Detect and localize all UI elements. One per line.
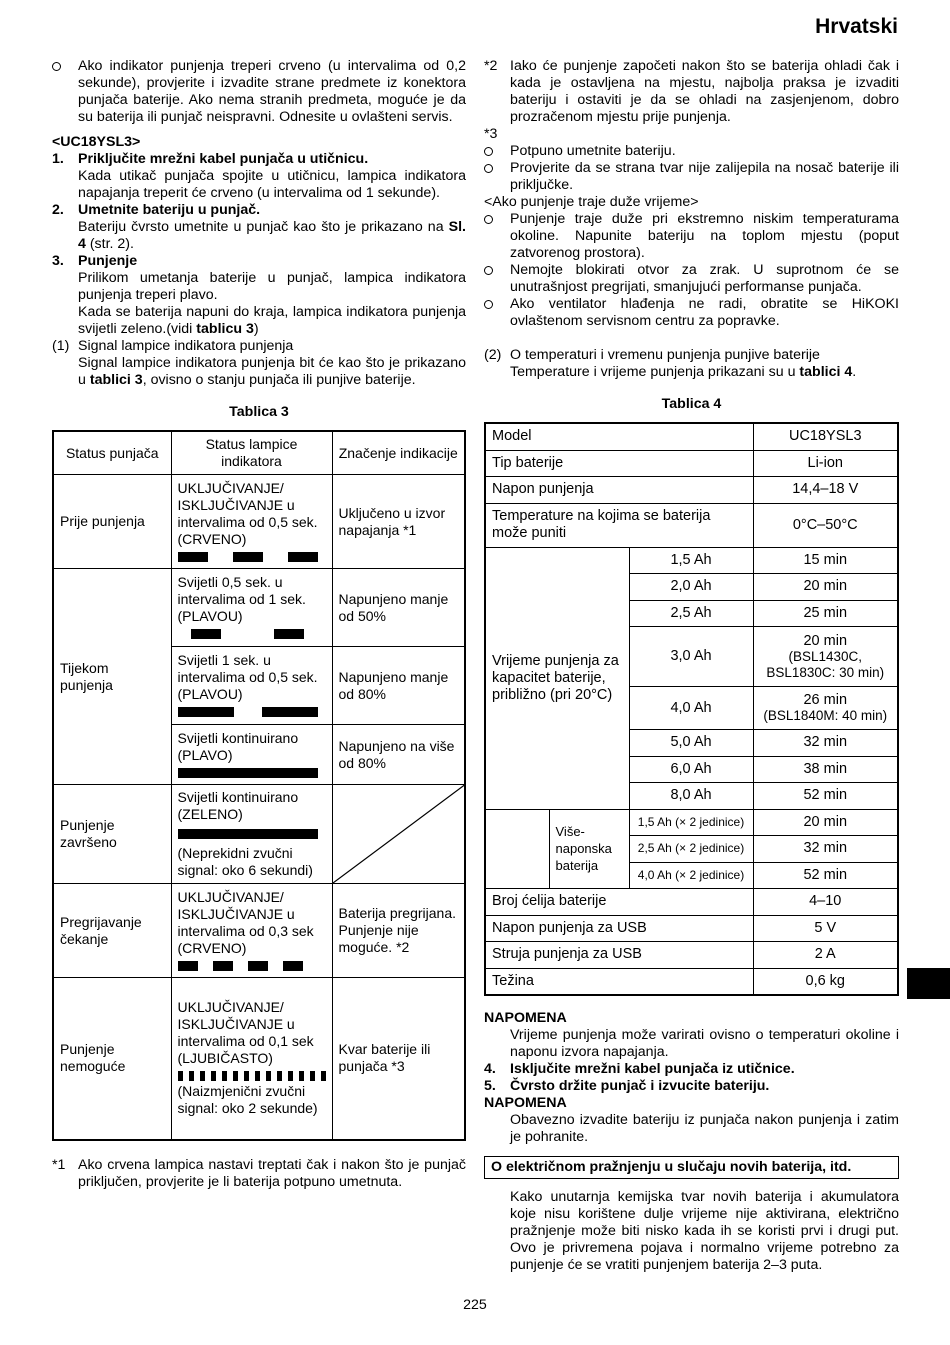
footnote3-bullet: Potpuno umetnite bateriju. bbox=[484, 143, 899, 160]
footnote1: *1 Ako crvena lampica nastavi treptati čak i nakon što je punjač priključen, provjerite je li baterija potpuno umetnuta. bbox=[52, 1156, 466, 1190]
time-cell: 26 min (BSL1840M: 40 min) bbox=[753, 687, 898, 730]
table3-header: Status punjača bbox=[53, 431, 171, 475]
blink-pattern-blue-solid bbox=[178, 768, 326, 778]
status-complete: Punjenje završeno bbox=[53, 785, 171, 884]
sub1-text: Signal lampice indikatora punjenja bit će kao što je prikazano u tablici 3, ovisno o stanju punjača ili punjive baterije. bbox=[78, 355, 466, 388]
lamp-during-3: Svijetli kontinuirano (PLAVO) bbox=[171, 725, 332, 785]
footnote2: *2 Iako će punjenje započeti nakon što se baterija ohladi čak i kada je ostavljena na mjestu, najbolja praksa je izvaditi bateriju i ostaviti je da se ohladi na zasjenjenom, dobro prozračenom mjestu prije punjenja. bbox=[484, 58, 899, 125]
blink-pattern-purple bbox=[178, 1071, 326, 1081]
multi-time-cell: 52 min bbox=[753, 862, 898, 889]
footnote3-label: *3 bbox=[484, 126, 498, 142]
charging-time-label: Vrijeme punjenja za kapacitet baterije, približno (pri 20°C) bbox=[485, 547, 629, 809]
table4 bbox=[484, 422, 899, 996]
lamp-standby: UKLJUČIVANJE/ ISKLJUČIVANJE u intervalima od 0,3 sek (CRVENO) bbox=[171, 884, 332, 978]
meaning-complete-empty bbox=[332, 785, 465, 884]
sub2-text: Temperature i vrijeme punjenja prikazani su u tablici 4. bbox=[510, 364, 857, 380]
bullet-circle-icon bbox=[52, 62, 61, 71]
bullet-circle-icon bbox=[484, 215, 493, 224]
lamp-before: UKLJUČIVANJE/ ISKLJUČIVANJE u intervalima od 0,5 sek. (CRVENO) bbox=[171, 475, 332, 569]
capacity-cell: 3,0 Ah bbox=[629, 627, 753, 687]
step2-text: Bateriju čvrsto umetnite u punjač kao što je prikazano na Sl. 4 (str. 2). bbox=[78, 219, 466, 252]
status-impossible: Punjenje nemoguće bbox=[53, 978, 171, 1140]
capacity-cell: 2,5 Ah bbox=[629, 600, 753, 627]
note2-text: Obavezno izvadite bateriju iz punjača nakon punjenja i zatim je pohranite. bbox=[510, 1112, 899, 1145]
time-cell: 15 min bbox=[753, 547, 898, 574]
discharge-section-text: Kako unutarnja kemijska tvar novih baterija i akumulatora koje nisu korištene dulje vrijeme nije aktivirana, električno pražnjenje može biti nisko kada ih se koristi prvi i drugi put. Ovo je privremena pojava i normalno vrijeme potrebno za punjenje će se vratiti punjenjem baterija 2–3 puta. bbox=[510, 1189, 899, 1273]
step5-title: 5. Čvrsto držite punjač i izvucite bateriju. bbox=[484, 1078, 770, 1094]
multi-capacity-cell: 2,5 Ah (× 2 jedinice) bbox=[629, 836, 753, 863]
table3-header: Status lampice indikatora bbox=[171, 431, 332, 475]
section-tab-marker bbox=[907, 968, 950, 999]
long-charging-heading: <Ako punjenje traje duže vrijeme> bbox=[484, 194, 699, 210]
capacity-cell: 6,0 Ah bbox=[629, 756, 753, 783]
charging-voltage-value: 14,4–18 V bbox=[753, 477, 898, 504]
status-during: Tijekom punjenja bbox=[53, 569, 171, 785]
note2-heading: NAPOMENA bbox=[484, 1095, 567, 1111]
multi-capacity-cell: 1,5 Ah (× 2 jedinice) bbox=[629, 809, 753, 836]
capacity-cell: 4,0 Ah bbox=[629, 687, 753, 730]
blink-pattern-blue-50 bbox=[178, 629, 326, 639]
cells-value: 4–10 bbox=[753, 889, 898, 916]
table3 bbox=[52, 430, 466, 1141]
meaning-before: Uključeno u izvor napajanja *1 bbox=[332, 475, 465, 569]
capacity-cell: 5,0 Ah bbox=[629, 730, 753, 757]
bullet-circle-icon bbox=[484, 147, 493, 156]
step1-text: Kada utikač punjača spojite u utičnicu, lampica indikatora napajanja treperit će crveno (u intervalima od 1 sekunde). bbox=[78, 168, 466, 201]
temperature-label: Temperature na kojima se baterija može puniti bbox=[485, 503, 753, 547]
model-heading: <UC18YSL3> bbox=[52, 134, 141, 150]
sub2-title: (2) O temperaturi i vremenu punjenja punjive baterije bbox=[484, 347, 820, 363]
step3-title: 3. Punjenje bbox=[52, 253, 138, 269]
time-cell: 25 min bbox=[753, 600, 898, 627]
lamp-impossible: UKLJUČIVANJE/ ISKLJUČIVANJE u intervalima od 0,1 sek (LJUBIČASTO) (Naizmjenični zvučni signal: oko 2 sekunde) bbox=[171, 978, 332, 1140]
multi-capacity-cell: 4,0 Ah (× 2 jedinice) bbox=[629, 862, 753, 889]
status-before: Prije punjenja bbox=[53, 475, 171, 569]
long-charging-bullet: Punjenje traje duže pri ekstremno niskim temperaturama okoline. Napunite bateriju na toplom mjestu (poput zatvorenog prostora). bbox=[484, 211, 899, 262]
model-value: UC18YSL3 bbox=[753, 423, 898, 450]
time-cell: 20 min bbox=[753, 574, 898, 601]
time-cell: 38 min bbox=[753, 756, 898, 783]
step1-title: 1. Priključite mrežni kabel punjača u utičnicu. bbox=[52, 151, 369, 167]
lamp-complete: Svijetli kontinuirano (ZELENO) (Neprekidni zvučni signal: oko 6 sekundi) bbox=[171, 785, 332, 884]
usb-current-label: Struja punjenja za USB bbox=[485, 942, 753, 969]
discharge-section-heading: O električnom pražnjenju u slučaju novih baterija, itd. bbox=[484, 1156, 899, 1179]
time-cell: 20 min (BSL1430C, BSL1830C: 30 min) bbox=[753, 627, 898, 687]
usb-voltage-label: Napon punjenja za USB bbox=[485, 915, 753, 942]
multi-time-cell: 32 min bbox=[753, 836, 898, 863]
step3-text1: Prilikom umetanja baterije u punjač, lampica indikatora punjenja treperi plavo. bbox=[78, 270, 466, 303]
blink-pattern-red-fast bbox=[178, 961, 326, 971]
bullet-circle-icon bbox=[484, 300, 493, 309]
lamp-during-2: Svijetli 1 sek. u intervalima od 0,5 sek. (PLAVOU) bbox=[171, 647, 332, 725]
cells-label: Broj ćelija baterije bbox=[485, 889, 753, 916]
long-charging-bullet: Nemojte blokirati otvor za zrak. U suprotnom će se unutrašnjost pregrijati, smanjujući performanse punjača. bbox=[484, 262, 899, 296]
capacity-cell: 2,0 Ah bbox=[629, 574, 753, 601]
step3-text2: Kada se baterija napuni do kraja, lampica indikatora punjenja svijetli zeleno.(vidi tablicu 3) bbox=[78, 304, 466, 337]
weight-label: Težina bbox=[485, 968, 753, 995]
right-column bbox=[484, 58, 899, 1274]
table3-header: Značenje indikacije bbox=[332, 431, 465, 475]
charging-voltage-label: Napon punjenja bbox=[485, 477, 753, 504]
battery-type-label: Tip baterije bbox=[485, 450, 753, 477]
blink-pattern-blue-80 bbox=[178, 707, 326, 717]
time-cell: 52 min bbox=[753, 783, 898, 810]
page-number: 225 bbox=[463, 1297, 487, 1313]
diagonal-line bbox=[333, 785, 465, 883]
table4-caption: Tablica 4 bbox=[661, 396, 722, 412]
status-standby: Pregrijavanje čekanje bbox=[53, 884, 171, 978]
capacity-cell: 1,5 Ah bbox=[629, 547, 753, 574]
long-charging-bullet: Ako ventilator hlađenja ne radi, obratite se HiKOKI ovlaštenom servisnom centru za popravke. bbox=[484, 296, 899, 330]
left-column bbox=[52, 58, 466, 1191]
meaning-standby: Baterija pregrijana. Punjenje nije moguće. *2 bbox=[332, 884, 465, 978]
meaning-during-3: Napunjeno na više od 80% bbox=[332, 725, 465, 785]
meaning-impossible: Kvar baterije ili punjača *3 bbox=[332, 978, 465, 1140]
capacity-cell: 8,0 Ah bbox=[629, 783, 753, 810]
sub1-title: (1) Signal lampice indikatora punjenja bbox=[52, 338, 294, 354]
footnote3-bullet: Provjerite da se strana tvar nije zalijepila na nosač baterije ili priključke. bbox=[484, 160, 899, 194]
bullet-circle-icon bbox=[484, 266, 493, 275]
multi-time-cell: 20 min bbox=[753, 809, 898, 836]
usb-current-value: 2 A bbox=[753, 942, 898, 969]
multi-volt-label: Više-naponska baterija bbox=[549, 809, 629, 889]
weight-value: 0,6 kg bbox=[753, 968, 898, 995]
intro-bullet: Ako indikator punjenja treperi crveno (u intervalima od 0,2 sekunde), provjerite i izvadite strane predmete iz konektora punjača baterije. Ako nema stranih predmeta, moguće je da su baterija ili punjač neispravni. Odnesite u ovlašteni servis. bbox=[52, 58, 466, 126]
battery-type-value: Li-ion bbox=[753, 450, 898, 477]
table3-caption: Tablica 3 bbox=[229, 404, 289, 420]
usb-voltage-value: 5 V bbox=[753, 915, 898, 942]
temperature-value: 0°C–50°C bbox=[753, 503, 898, 547]
model-label: Model bbox=[485, 423, 753, 450]
bullet-circle-icon bbox=[484, 164, 493, 173]
blink-pattern-red bbox=[178, 552, 326, 562]
note1-heading: NAPOMENA bbox=[484, 1010, 567, 1026]
step4-title: 4. Isključite mrežni kabel punjača iz utičnice. bbox=[484, 1061, 795, 1077]
lamp-during-1: Svijetli 0,5 sek. u intervalima od 1 sek. (PLAVOU) bbox=[171, 569, 332, 647]
language-title: Hrvatski bbox=[815, 15, 898, 38]
blink-pattern-green-solid bbox=[178, 829, 326, 839]
time-cell: 32 min bbox=[753, 730, 898, 757]
meaning-during-1: Napunjeno manje od 50% bbox=[332, 569, 465, 647]
meaning-during-2: Napunjeno manje od 80% bbox=[332, 647, 465, 725]
note1-text: Vrijeme punjenja može varirati ovisno o temperaturi okoline i naponu izvora napajanja. bbox=[510, 1027, 899, 1060]
step2-title: 2. Umetnite bateriju u punjač. bbox=[52, 202, 261, 218]
